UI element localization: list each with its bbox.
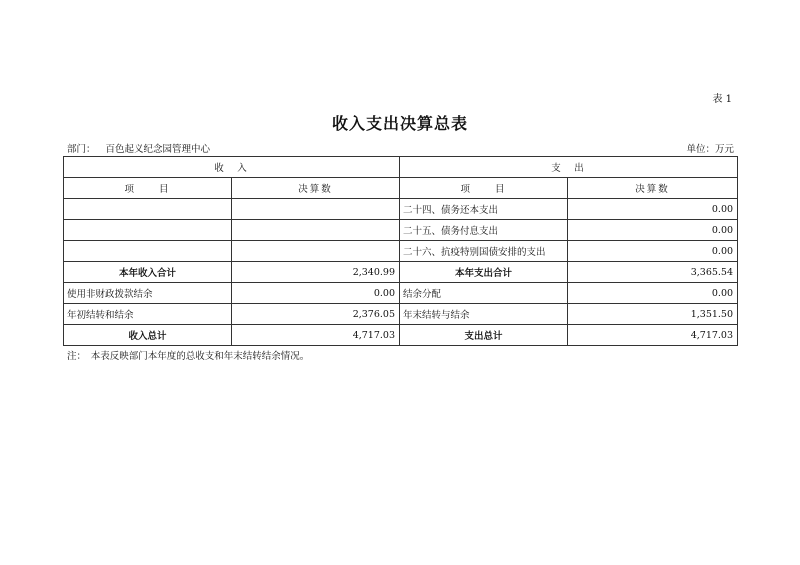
expense-amount: 4,717.03 bbox=[568, 325, 738, 346]
unit-label: 单位：万元 bbox=[686, 144, 734, 155]
table-row bbox=[64, 241, 738, 262]
expense-amount: 0.00 bbox=[568, 220, 738, 241]
income-amount bbox=[232, 220, 400, 241]
income-item bbox=[64, 220, 232, 241]
income-amount: 0.00 bbox=[232, 283, 400, 304]
table-note: 注： 本表反映部门本年度的总收支和年末结转结余情况。 bbox=[67, 351, 310, 362]
income-item: 收入总计 bbox=[64, 325, 232, 346]
income-amount: 4,717.03 bbox=[232, 325, 400, 346]
expense-amount-header: 决算数 bbox=[568, 178, 738, 199]
department-line bbox=[67, 141, 210, 155]
expense-item: 年末结转与结余 bbox=[400, 304, 568, 325]
department-name: 百色起义纪念园管理中心 bbox=[105, 144, 211, 155]
income-amount: 2,376.05 bbox=[232, 304, 400, 325]
table-row bbox=[64, 199, 738, 220]
income-item bbox=[64, 241, 232, 262]
income-item-header: 项 目 bbox=[64, 178, 232, 199]
expense-amount: 0.00 bbox=[568, 241, 738, 262]
column-header-row bbox=[64, 178, 738, 199]
expense-item: 结余分配 bbox=[400, 283, 568, 304]
expense-header: 支 出 bbox=[400, 157, 738, 178]
table-number: 表 1 bbox=[712, 94, 732, 105]
expense-amount: 0.00 bbox=[568, 283, 738, 304]
table-row bbox=[64, 304, 738, 325]
page-title: 收入支出决算总表 bbox=[331, 114, 468, 133]
expense-amount: 3,365.54 bbox=[568, 262, 738, 283]
expense-item: 二十六、抗疫特别国债安排的支出 bbox=[400, 241, 568, 262]
expense-item-header: 项 目 bbox=[400, 178, 568, 199]
income-amount: 2,340.99 bbox=[232, 262, 400, 283]
income-item: 本年收入合计 bbox=[64, 262, 232, 283]
expense-amount: 1,351.50 bbox=[568, 304, 738, 325]
summary-table bbox=[63, 156, 738, 346]
table-row bbox=[64, 220, 738, 241]
income-amount-header: 决算数 bbox=[232, 178, 400, 199]
department-label: 部门： bbox=[67, 144, 96, 155]
expense-amount: 0.00 bbox=[568, 199, 738, 220]
income-item: 年初结转和结余 bbox=[64, 304, 232, 325]
expense-item: 二十四、债务还本支出 bbox=[400, 199, 568, 220]
table-row bbox=[64, 283, 738, 304]
income-item bbox=[64, 199, 232, 220]
section-header-row bbox=[64, 157, 738, 178]
table-row-subtotal bbox=[64, 262, 738, 283]
income-item: 使用非财政拨款结余 bbox=[64, 283, 232, 304]
table-row-total bbox=[64, 325, 738, 346]
expense-item: 二十五、债务付息支出 bbox=[400, 220, 568, 241]
income-amount bbox=[232, 199, 400, 220]
income-amount bbox=[232, 241, 400, 262]
income-header: 收 入 bbox=[64, 157, 400, 178]
expense-item: 支出总计 bbox=[400, 325, 568, 346]
expense-item: 本年支出合计 bbox=[400, 262, 568, 283]
